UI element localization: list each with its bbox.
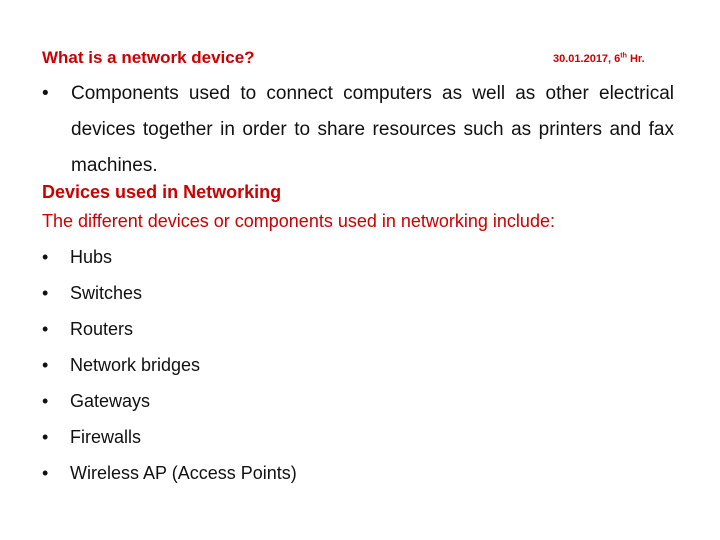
bullet-icon: • [42, 283, 49, 303]
list-item [42, 460, 297, 496]
device-list [42, 244, 297, 496]
bullet-icon: • [42, 355, 49, 375]
date-suffix: Hr. [626, 53, 645, 65]
slide-title: What is a network device? [42, 48, 255, 67]
list-item-label: Firewalls [70, 427, 142, 447]
list-item-label: Gateways [70, 391, 151, 411]
date-superscript: th [620, 52, 627, 60]
list-item [42, 280, 297, 316]
date-main: 30.01.2017, 6 [553, 53, 621, 65]
slide-date [553, 53, 645, 65]
bullet-icon: • [42, 463, 49, 483]
bullet-icon: • [42, 427, 49, 447]
list-item [42, 388, 297, 424]
list-item-label: Routers [70, 319, 134, 339]
list-item-label: Network bridges [70, 355, 201, 375]
bullet-icon: • [42, 247, 49, 267]
list-item-label: Wireless AP (Access Points) [70, 463, 297, 483]
intro-paragraph [42, 76, 674, 184]
section-heading: Devices used in Networking [42, 182, 282, 202]
list-item-label: Hubs [70, 247, 113, 267]
list-item-label: Switches [70, 283, 143, 303]
list-item [42, 352, 297, 388]
list-item [42, 424, 297, 460]
bullet-icon: • [42, 319, 49, 339]
intro-text: Components used to connect computers as well as other electrical devices together in order to share resources such as printers and fax machines. [71, 83, 674, 176]
list-item [42, 244, 297, 280]
bullet-icon: • [42, 391, 49, 411]
section-subheading: The different devices or components used in networking include: [42, 211, 555, 231]
intro-bullet: • [42, 83, 49, 104]
list-item [42, 316, 297, 352]
